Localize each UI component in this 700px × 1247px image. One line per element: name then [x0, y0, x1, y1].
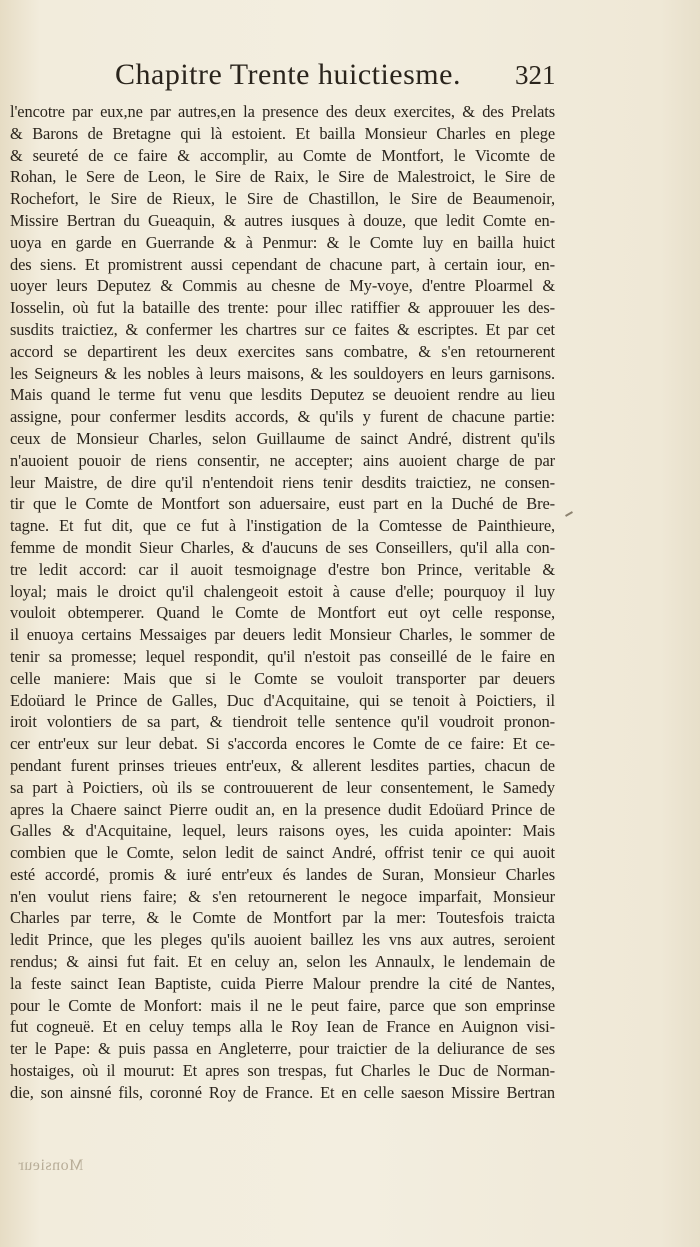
- text-line: la feste sainct Iean Baptiste, cuida Pierre Malour prendre la cité de Nantes,: [10, 973, 555, 993]
- text-line: Galles & d'Acquitaine, lequel, leurs raisons oyes, les cuida apointer: Mais: [10, 821, 555, 841]
- text-line: pour le Comte de Monfort: mais il ne le peut faire, parce que son emprinse: [10, 995, 555, 1015]
- text-line: Charles par terre, & le Comte de Montfort par la mer: Toutesfois traicta: [10, 908, 555, 928]
- text-line: uoyer leurs Deputez & Commis au chesne de My-voye, d'entre Ploarmel &: [10, 276, 555, 296]
- text-line: Edoüard le Prince de Galles, Duc d'Acquitaine, qui se tenoit à Poictiers, il: [10, 690, 555, 710]
- text-line: die, son ainsné fils, coronné Roy de France. Et en celle saeson Missire Bertran: [10, 1082, 555, 1102]
- text-line: tenir sa promesse; lequel respondit, qu'il n'estoit pas conseillé de le faire en: [10, 646, 555, 666]
- text-line: Rochefort, le Sire de Rieux, le Sire de Chastillon, le Sire de Beaumenoir,: [10, 189, 555, 209]
- text-line: rendus; & ainsi fut fait. Et en celuy an, selon les Annaulx, le lendemain de: [10, 952, 555, 972]
- text-line: vouloit obtemperer. Quand le Comte de Montfort eut oyt celle response,: [10, 603, 555, 623]
- text-line: tagne. Et fut dit, que ce fut à l'instigation de la Comtesse de Painthieure,: [10, 516, 555, 536]
- running-title: Chapitre Trente huictiesme.: [115, 58, 461, 91]
- text-line: assigne, pour confermer lesdits accords, & qu'ils y furent de chacune partie:: [10, 407, 555, 427]
- text-line: Iosselin, où fut la bataille des trente: pour illec ratiffier & approuuer les des-: [10, 298, 555, 318]
- text-line: fut cogneuë. Et en celuy temps alla le Roy Iean de France en Auignon visi-: [10, 1017, 555, 1037]
- text-line: & seureté de ce faire & accomplir, au Comte de Montfort, le Vicomte de: [10, 145, 555, 165]
- text-line: iroit volontiers de sa part, & tiendroit telle sentence qu'il voudroit pronon-: [10, 712, 555, 732]
- text-line: femme de mondit Sieur Charles, & d'aucuns de ses Conseillers, qu'il alla con-: [10, 537, 555, 557]
- page-header: [0, 58, 700, 98]
- text-line: combien que le Comte, selon ledit de sainct André, offrist tenir ce qui auoit: [10, 843, 555, 863]
- text-line: l'encotre par eux,ne par autres,en la presence des deux exercites, & des Prelats: [10, 102, 555, 121]
- text-line: accord se departirent les deux exercites sans combatre, & s'en retournerent: [10, 341, 555, 361]
- text-line: ceux de Monsieur Charles, selon Guillaume de sainct André, distrent qu'ils: [10, 428, 555, 448]
- body-text: [10, 101, 555, 1104]
- text-line: ledit Prince, que les pleges qu'ils auoient baillez les vns aux autres, seroient: [10, 930, 555, 950]
- text-line: Missire Bertran du Gueaquin, & autres iusques à douze, que ledit Comte en-: [10, 210, 555, 230]
- text-line: tir que le Comte de Montfort son aduersaire, eust part en la Duché de Bre-: [10, 494, 555, 514]
- text-line: sa part à Poictiers, où ils se controuuerent de leur consentement, le Samedy: [10, 777, 555, 797]
- text-line: pendant furent prinses trieues entr'eux, & allerent lesdites parties, chacun de: [10, 755, 555, 775]
- margin-mark: [565, 511, 573, 517]
- page-number: 321: [515, 60, 556, 90]
- text-line: ter le Pape: & puis passa en Angleterre, pour traictier de la deliurance de ses: [10, 1039, 555, 1059]
- text-line: uoya en garde en Guerrande & à Penmur: & le Comte luy en bailla huict: [10, 232, 555, 252]
- text-line: tre ledit accord: car il auoit tesmoignage d'estre bon Prince, veritable &: [10, 559, 555, 579]
- text-line: des siens. Et promistrent aussi cependant de chacune part, à certain iour, en-: [10, 254, 555, 274]
- text-line: les Seigneurs & les nobles à leurs maisons, & les souldoyers en leurs garnisons.: [10, 363, 555, 383]
- text-line: leur Maistre, de dire qu'il n'entendoit riens tenir desdits traictiez, ne consen-: [10, 472, 555, 492]
- bleed-through-text: Monsieur: [18, 1157, 84, 1174]
- text-line: loyal; mais le droict qu'il chalengeoit estoit à cause d'elle; pourquoy il luy: [10, 581, 555, 601]
- text-line: susdits traictiez, & confermer les chartres sur ce faites & escriptes. Et par cet: [10, 319, 555, 339]
- text-line: Mais quand le terme fut venu que lesdits Deputez se deuoient rendre au lieu: [10, 385, 555, 405]
- text-line: cer entr'eux sur leur debat. Si s'accorda encores le Comte de ce faire: Et ce-: [10, 734, 555, 754]
- text-line: Rohan, le Sere de Leon, le Sire de Raix, le Sire de Malestroict, le Sire de: [10, 167, 555, 187]
- text-line: celle maniere: Mais que si le Comte se vouloit transporter par deuers: [10, 668, 555, 688]
- text-line: n'auoient pouoir de riens consentir, ne accepter; ains auoient charge de par: [10, 450, 555, 470]
- text-line: il enuoya certains Messaiges par deuers ledit Monsieur Charles, le sommer de: [10, 625, 555, 645]
- text-line: apres la Chaere sainct Pierre oudit an, en la presence dudit Edoüard Prince de: [10, 799, 555, 819]
- text-line: esté accordé, promis & iuré entr'eux és landes de Suran, Monsieur Charles: [10, 864, 555, 884]
- text-line: & Barons de Bretagne qui là estoient. Et bailla Monsieur Charles en plege: [10, 123, 555, 143]
- text-line: hostaiges, où il mourut: Et apres son trespas, fut Charles le Duc de Norman-: [10, 1061, 555, 1081]
- text-line: n'en voulut riens faire; & s'en retournerent le negoce imparfait, Monsieur: [10, 886, 555, 906]
